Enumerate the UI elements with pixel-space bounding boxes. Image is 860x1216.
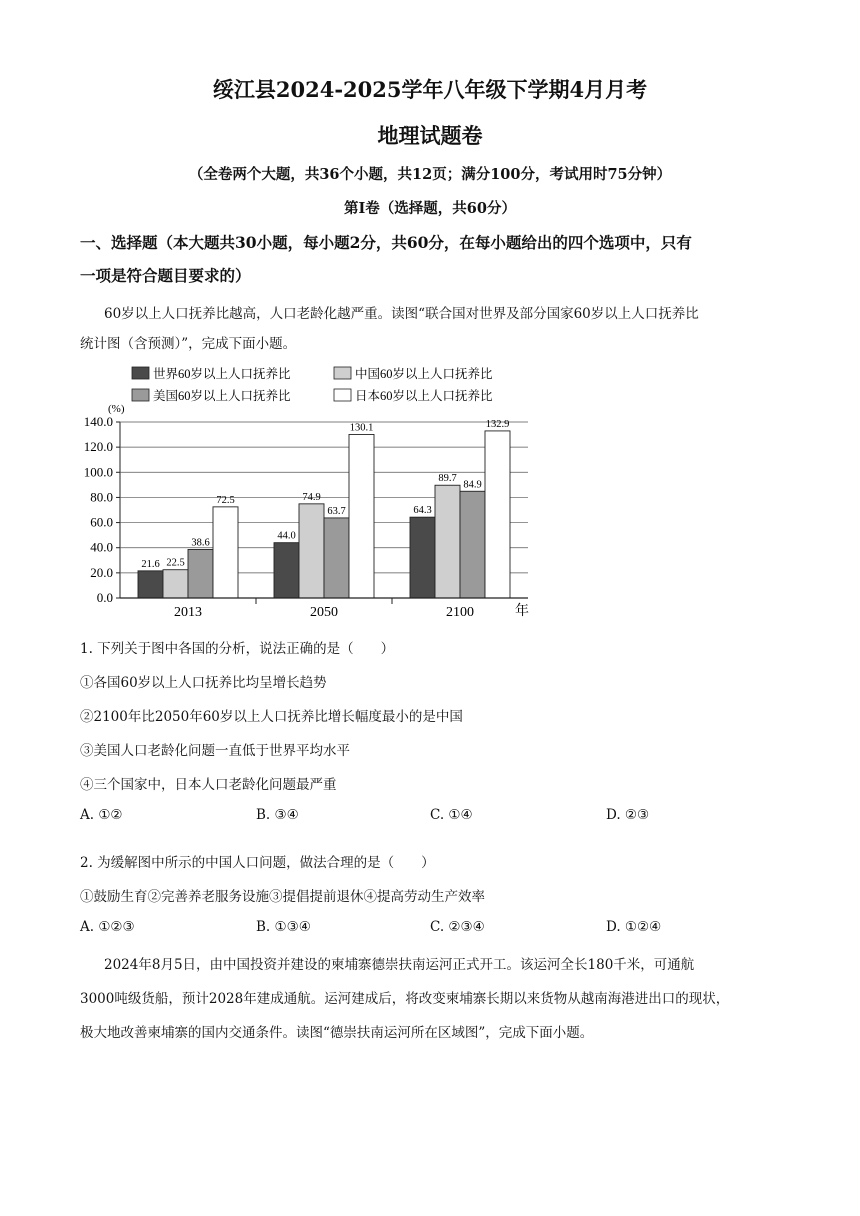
exam-info: （全卷两个大题，共36个小题，共12页；满分100分，考试用时75分钟） — [188, 166, 672, 183]
data-label: 74.9 — [302, 491, 321, 503]
x-tick-label: 2100 — [446, 605, 474, 620]
q2-statements: ①鼓励生育②完善养老服务设施③提倡提前退休④提高劳动生产效率 — [80, 889, 485, 905]
q1-stem: 1. 下列关于图中各国的分析，说法正确的是（ ） — [80, 641, 395, 657]
intro2-paragraph-end: 极大地改善柬埔寨的国内交通条件。读图“德崇扶南运河所在区域图”，完成下面小题。 — [80, 1025, 594, 1041]
y-tick-label: 100.0 — [83, 464, 113, 480]
q2-option-d[interactable]: D. ①②④ — [606, 919, 662, 935]
exam-title: 绥江县2024-2025学年八年级下学期4月月考 — [212, 77, 648, 102]
legend-swatch — [132, 367, 149, 379]
y-unit-label: (%) — [108, 403, 125, 415]
bar — [274, 543, 299, 598]
q2-option-a[interactable]: A. ①②③ — [80, 919, 135, 935]
x-axis — [120, 598, 528, 620]
y-tick-label: 120.0 — [83, 439, 113, 455]
chart-legend — [132, 366, 493, 403]
bar — [138, 571, 163, 598]
y-tick-label: 60.0 — [90, 514, 113, 530]
bar — [485, 431, 510, 598]
bar — [213, 507, 238, 598]
y-tick-label: 20.0 — [90, 564, 113, 580]
bar — [324, 518, 349, 598]
q1-statement-4: ④三个国家中，日本人口老龄化问题最严重 — [80, 777, 337, 793]
data-label: 72.5 — [216, 494, 235, 506]
data-label: 44.0 — [277, 530, 296, 542]
q2-stem: 2. 为缓解图中所示的中国人口问题，做法合理的是（ ） — [80, 855, 435, 871]
q1-option-c[interactable]: C. ①④ — [430, 807, 473, 823]
intro-paragraph: 60岁以上人口抚养比越高，人口老龄化越严重。读图“联合国对世界及部分国家60岁以上人口抚养比 — [104, 306, 699, 322]
data-label: 38.6 — [191, 537, 210, 549]
chart-bars — [138, 419, 510, 598]
q1-statement-1: ①各国60岁以上人口抚养比均呈增长趋势 — [80, 675, 327, 691]
y-tick-label: 140.0 — [83, 414, 113, 429]
y-tick-label: 80.0 — [90, 489, 113, 505]
data-label: 89.7 — [438, 473, 457, 485]
bar — [435, 485, 460, 598]
legend-label: 美国60岁以上人口抚养比 — [153, 389, 291, 403]
x-tick-label: 2050 — [310, 605, 338, 620]
bar — [188, 549, 213, 598]
data-label: 21.6 — [141, 558, 160, 570]
data-label: 130.1 — [349, 422, 374, 434]
q1-statement-3: ③美国人口老龄化问题一直低于世界平均水平 — [80, 743, 350, 759]
q1-option-d[interactable]: D. ②③ — [606, 807, 650, 823]
section-heading: 一、选择题（本大题共30小题，每小题2分，共60分，在每小题给出的四个选项中，只有 — [80, 233, 692, 252]
subject-title: 地理试题卷 — [377, 123, 483, 148]
q1-option-a[interactable]: A. ①② — [80, 807, 123, 823]
legend-label: 世界60岁以上人口抚养比 — [153, 367, 291, 381]
data-label: 132.9 — [485, 418, 510, 430]
data-label: 84.9 — [463, 479, 482, 491]
bar — [163, 570, 188, 598]
bar — [460, 491, 485, 598]
section-heading-cont: 一项是符合题目要求的） — [80, 266, 251, 285]
dependency-ratio-chart — [78, 358, 538, 623]
q2-option-c[interactable]: C. ②③④ — [430, 919, 485, 935]
data-label: 63.7 — [327, 505, 346, 517]
bar — [410, 517, 435, 598]
intro2-paragraph: 2024年8月5日，由中国投资并建设的柬埔寨德崇扶南运河正式开工。该运河全长180千米，可通航 — [104, 957, 695, 973]
y-axis — [84, 414, 120, 605]
y-tick-label: 40.0 — [90, 539, 113, 555]
data-label: 64.3 — [413, 505, 432, 517]
q1-option-b[interactable]: B. ③④ — [256, 807, 299, 823]
legend-swatch — [334, 367, 351, 379]
y-tick-label: 0.0 — [96, 590, 113, 605]
x-unit-label: 年 — [515, 604, 529, 619]
bar — [349, 434, 374, 598]
bar — [299, 504, 324, 598]
intro-paragraph-cont: 统计图（含预测）”，完成下面小题。 — [80, 336, 297, 352]
legend-label: 中国60岁以上人口抚养比 — [355, 367, 493, 381]
data-label: 22.5 — [166, 557, 185, 569]
part-title: 第Ⅰ卷（选择题，共60分） — [344, 200, 516, 217]
q1-statement-2: ②2100年比2050年60岁以上人口抚养比增长幅度最小的是中国 — [80, 709, 463, 725]
intro2-paragraph-cont: 3000吨级货船，预计2028年建成通航。运河建成后，将改变柬埔寨长期以来货物从越南海港进出口的现状， — [80, 991, 730, 1007]
legend-swatch — [334, 389, 351, 401]
legend-swatch — [132, 389, 149, 401]
legend-label: 日本60岁以上人口抚养比 — [355, 389, 493, 403]
x-tick-label: 2013 — [174, 605, 202, 620]
q2-option-b[interactable]: B. ①③④ — [256, 919, 311, 935]
